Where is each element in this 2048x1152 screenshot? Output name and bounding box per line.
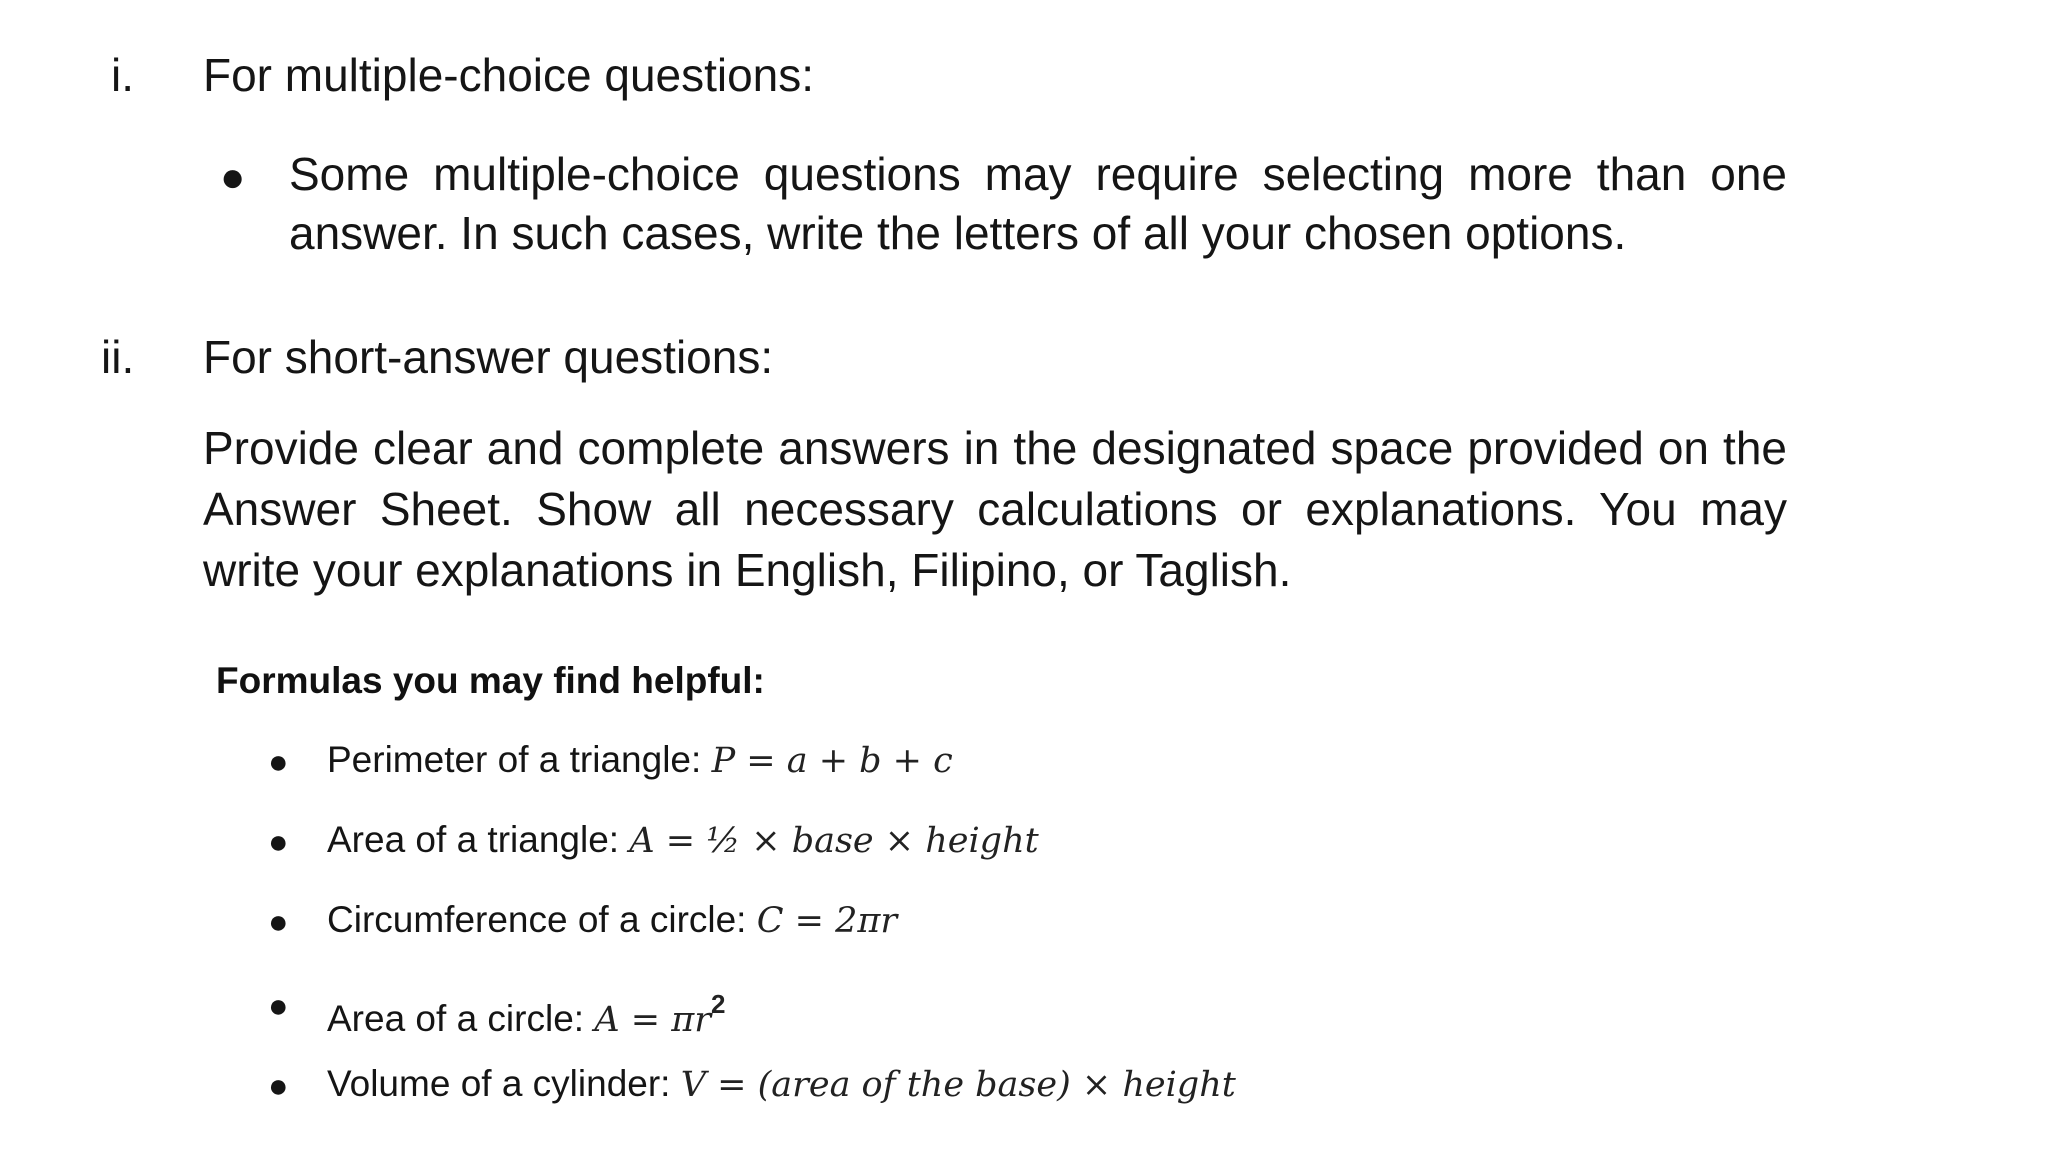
formulas-title: Formulas you may find helpful: — [216, 660, 765, 701]
bullet-icon: ● — [268, 743, 289, 781]
formula-item — [327, 980, 725, 1044]
formula-expression: P = a + b + c — [711, 741, 953, 781]
section-i-heading: For multiple-choice questions: — [203, 49, 815, 101]
formula-label: Area of a circle: — [327, 998, 585, 1039]
formula-expression — [594, 989, 726, 1040]
section-i-numeral: i. — [111, 49, 134, 101]
section-ii-heading: For short-answer questions: — [203, 331, 774, 383]
short-answer-instruction: Provide clear and complete answers in the designated space provided on the Answer Sheet. Show all necessary calculations or explanations. You may write your explanations in English, Filipino, or Taglish. — [203, 422, 1787, 596]
formula-superscript: 2 — [710, 989, 726, 1019]
bullet-icon: ● — [268, 1067, 289, 1105]
formula-expression: A = ½ × base × height — [629, 821, 1039, 861]
bullet-icon: ● — [220, 153, 246, 200]
formula-label: Circumference of a circle: — [327, 899, 747, 940]
formula-item — [327, 736, 953, 785]
formula-item — [327, 816, 1039, 865]
formula-base: A = πr — [594, 1000, 711, 1040]
multiple-choice-instruction: Some multiple-choice questions may require selecting more than one answer. In such cases, write the letters of all your chosen options. — [289, 148, 1787, 259]
bullet-icon: ● — [268, 987, 289, 1025]
formula-item — [327, 1060, 1236, 1109]
formula-expression: V = (area of the base) × height — [680, 1065, 1236, 1105]
formula-item — [327, 896, 897, 945]
formula-label: Area of a triangle: — [327, 819, 620, 860]
bullet-icon: ● — [268, 903, 289, 941]
bullet-icon: ● — [268, 823, 289, 861]
section-ii-numeral: ii. — [101, 331, 135, 383]
formula-label: Perimeter of a triangle: — [327, 739, 702, 780]
formula-label: Volume of a cylinder: — [327, 1063, 671, 1104]
formula-expression: C = 2πr — [756, 901, 898, 941]
